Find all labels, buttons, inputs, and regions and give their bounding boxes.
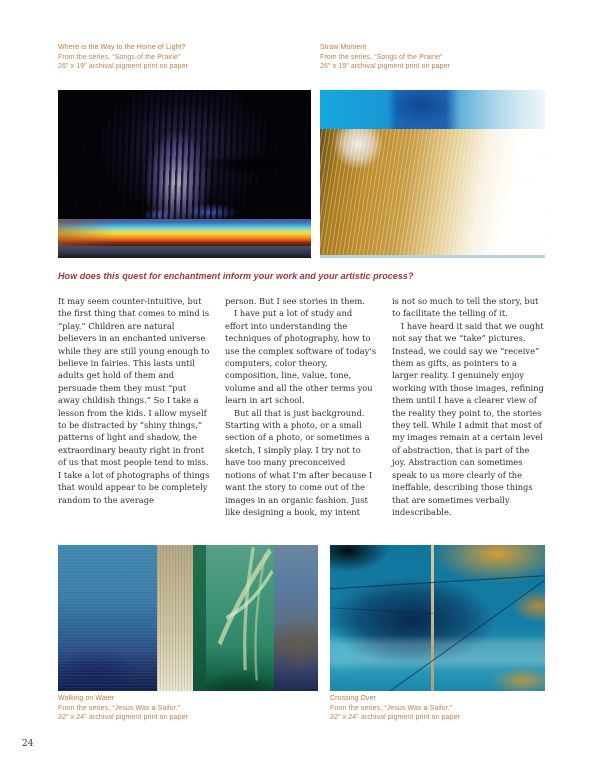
artwork-caption-bottom-left (58, 694, 318, 723)
body-paragraph: person. But I see stories in them. (225, 296, 365, 306)
artwork-series: From the series, “Songs of the Prairie” (58, 53, 181, 61)
artwork-caption-bottom-right (330, 694, 545, 723)
body-paragraph: But all that is just background. Starting with a photo, or a small section of a photo, or sometimes a sketch, I simply play. I try not to have too many preconceived notions of what I’m after because I want the story to come out of the images in an organic fashion. Just like designing a book, my intent (225, 407, 373, 517)
body-paragraph: I have put a lot of study and effort into understanding the techniques of photography, how to use the complex software of today’s computers, color theory, composition, line, value, tone, volume and all the other terms you learn in art school. (225, 308, 377, 406)
artwork-series: From the series, “Jesus Was a Sailor.” (58, 704, 181, 712)
body-column-1 (58, 295, 210, 540)
artwork-title: Straw Moment (320, 44, 367, 51)
body-column-3 (392, 295, 544, 540)
panel-dark-green (193, 545, 206, 691)
artwork-title: Walking on Water (58, 695, 115, 702)
grass-blades-graphic (206, 545, 274, 691)
body-column-2 (225, 295, 377, 540)
body-paragraph: is not so much to tell the story, but to facilitate the telling of it. (392, 296, 539, 319)
artwork-title: Where is the Way to the Home of Light? (58, 44, 186, 51)
panel-tan (157, 545, 193, 691)
artwork-image-crossing-over (330, 545, 545, 691)
question-heading: How does this quest for enchantment inform your work and your artistic process? (58, 271, 414, 281)
artwork-caption-top-left (58, 43, 308, 72)
artwork-series: From the series, “Songs of the Prairie” (320, 53, 443, 61)
artwork-dimensions: 26" x 19" archival pigment print on paper (320, 63, 451, 70)
sunset-spectrum-band (58, 219, 311, 246)
artwork-dimensions: 32" x 24" archival pigment print on paper (58, 714, 189, 721)
crossing-lines-graphic (330, 545, 545, 691)
artwork-title: Crossing Over (330, 695, 377, 702)
artwork-series: From the series, “Jesus Was a Sailor.” (330, 704, 453, 712)
artwork-dimensions: 32" x 24" archival pigment print on paper (330, 714, 461, 721)
night-glow-graphic (58, 90, 311, 219)
body-text (58, 295, 545, 540)
body-paragraph: It may seem counter-intuitive, but the first thing that comes to mind is “play.” Children are natural believers in an enchanted universe while they are still young enough to believe in fairies. This lasts until adults get hold of them and persuade them they must “put away childish things.” So I take a lesson from the kids. I allow myself to be distracted by “shiny things,” patterns of light and shadow, the extraordinary beauty right in front of us that most people tend to miss. I take a lot of photographs of things that would appear to be completely random to the average (58, 296, 210, 505)
foreground-strip (58, 246, 311, 258)
panel-blue (58, 545, 157, 691)
artwork-image-walking-on-water (58, 545, 318, 691)
page-number: 24 (22, 739, 34, 749)
base-strip (320, 255, 545, 258)
panel-green-grass (206, 545, 274, 691)
artwork-caption-top-right (320, 43, 545, 72)
panel-blue-brown (274, 545, 318, 691)
body-paragraph: I have heard it said that we ought not say that we “take” pictures. Instead, we could say we “receive” them as gifts, as pointers to a larger reality. I genuinely enjoy working with those images, refining them until I have a clearer view of the reality they point to, the stories they tell. While I admit that most of my images remain at a certain level of abstraction, that is part of the joy. Abstraction can sometimes speak to us more clearly of the ineffable, describing those things that are sometimes verbally indescribable. (392, 320, 544, 517)
artwork-image-home-of-light (58, 90, 311, 258)
artwork-image-straw-moment (320, 90, 545, 258)
sky-band-graphic (320, 90, 545, 129)
artwork-dimensions: 26" x 19" archival pigment print on paper (58, 63, 189, 70)
